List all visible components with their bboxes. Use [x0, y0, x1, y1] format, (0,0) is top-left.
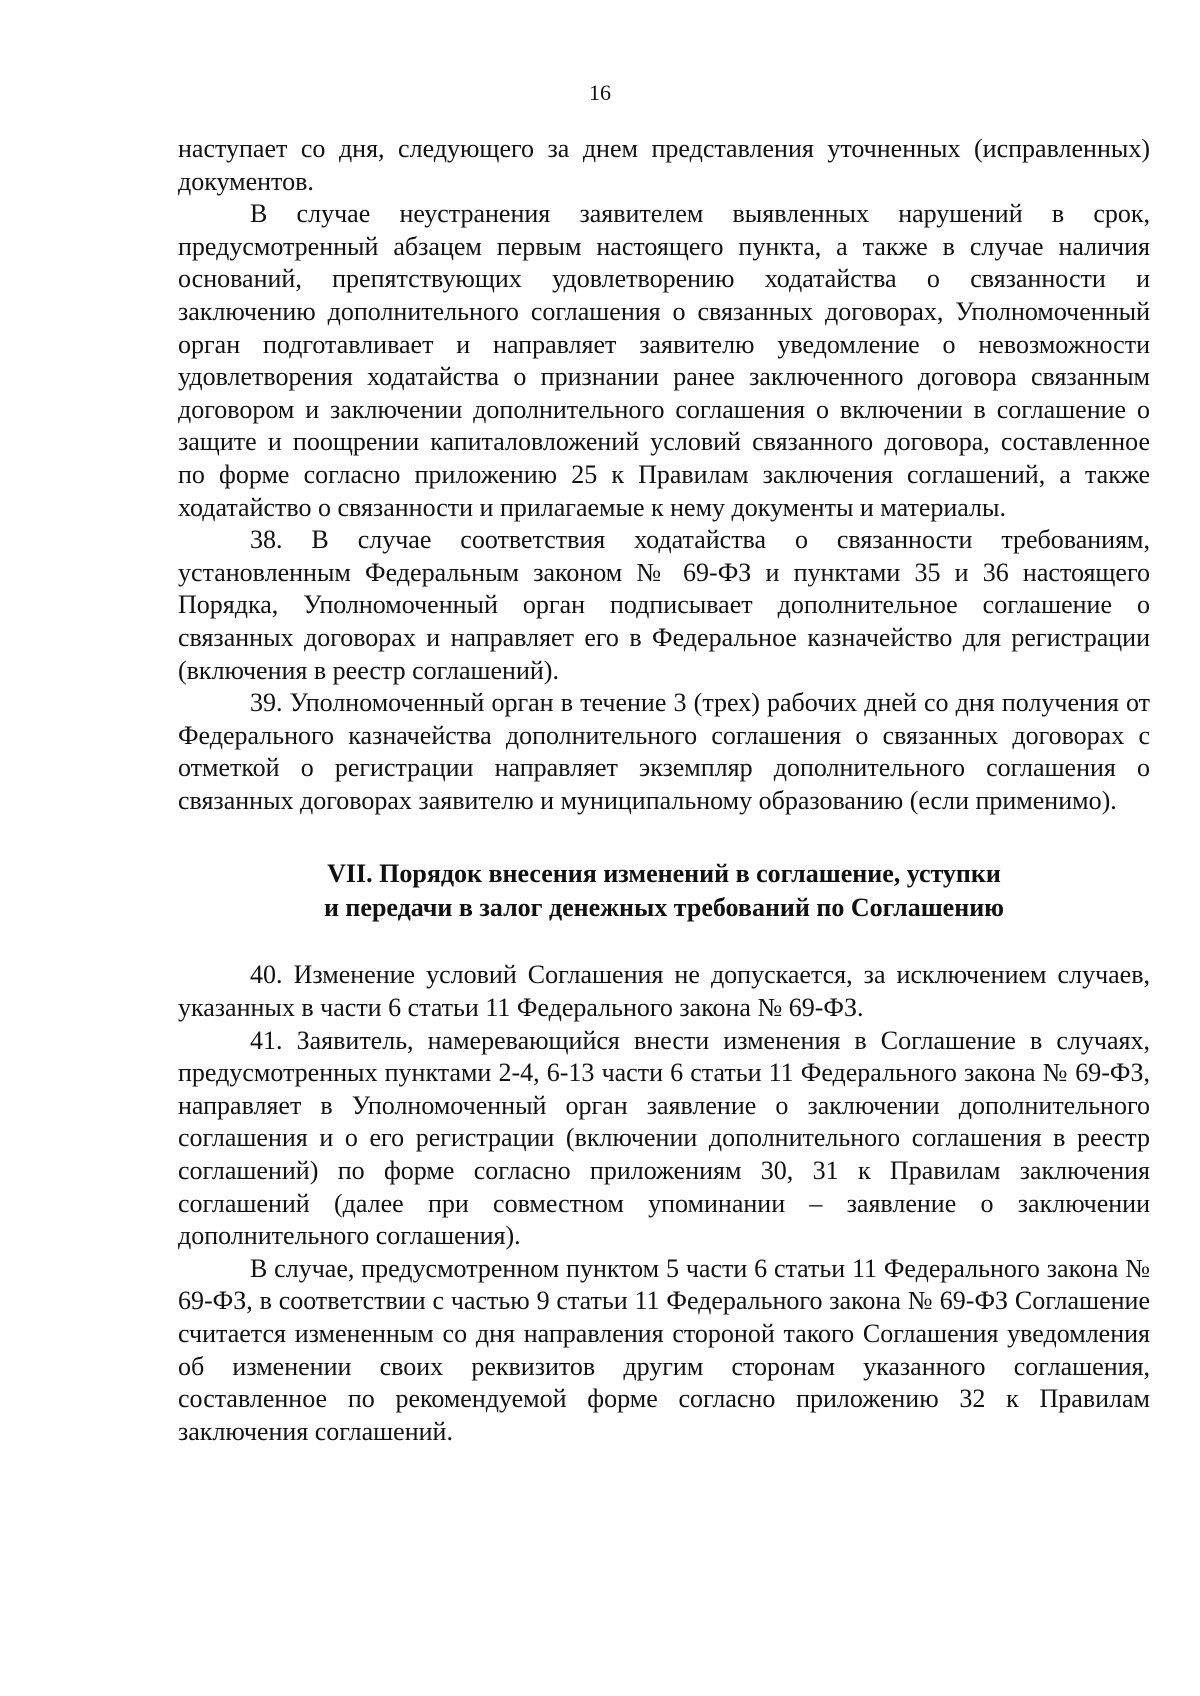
paragraph-41: 41. Заявитель, намеревающийся внести изменения в Соглашение в случаях, предусмотренных пунктами 2-4, 6-13 части 6 статьи 11 Федерального закона № 69-ФЗ, направляет в Уполномоченный орган заявление о заключении дополнительного соглашения и о его регистрации (включении дополнительного соглашения в реестр соглашений) по форме согласно приложениям 30, 31 к Правилам заключения соглашений (далее при совместном упоминании – заявление о заключении дополнительного соглашения). [178, 1025, 1150, 1251]
paragraph-38: 38. В случае соответствия ходатайства о связанности требованиям, установленным Федеральным законом № 69-ФЗ и пунктами 35 и 36 настоящего Порядка, Уполномоченный орган подписывает дополнительное соглашение о связанных договорах и направляет его в Федеральное казначейство для регистрации (включения в реестр соглашений). [178, 525, 1150, 685]
section-heading-vii [178, 857, 1150, 925]
page-number: 16 [589, 80, 611, 105]
paragraph-41-case-5: В случае, предусмотренном пунктом 5 части 6 статьи 11 Федерального закона № 69-ФЗ, в соответствии с частью 9 статьи 11 Федерального закона № 69-ФЗ Соглашение считается измененным со дня направления стороной такого Соглашения уведомления об изменении своих реквизитов другим сторонам указанного соглашения, составленное по рекомендуемой форме согласно приложению 32 к Правилам заключения соглашений. [178, 1253, 1150, 1446]
paragraph-39: 39. Уполномоченный орган в течение 3 (трех) рабочих дней со дня получения от Федерального казначейства дополнительного соглашения о связанных договорах с отметкой о регистрации направляет экземпляр дополнительного соглашения о связанных договорах заявителю и муниципальному образованию (если применимо). [178, 688, 1150, 815]
section-heading-line-1: VII. Порядок внесения изменений в соглашение, уступки [327, 859, 1001, 889]
paragraph-noncorrection: В случае неустранения заявителем выявленных нарушений в срок, предусмотренный абзацем первым настоящего пункта, а также в случае наличия оснований, препятствующих удовлетворению ходатайства о связанности и заключению дополнительного соглашения о связанных договорах, Уполномоченный орган подготавливает и направляет заявителю уведомление о невозможности удовлетворения ходатайства о признании ранее заключенного договора связанным договором и заключении дополнительного соглашения о включении в соглашение о защите и поощрении капиталовложений условий связанного договора, составленное по форме согласно приложению 25 к Правилам заключения соглашений, а также ходатайство о связанности и прилагаемые к нему документы и материалы. [178, 199, 1150, 522]
paragraph-40: 40. Изменение условий Соглашения не допускается, за исключением случаев, указанных в части 6 статьи 11 Федерального закона № 69-ФЗ. [178, 960, 1150, 1023]
section-heading-line-2: и передачи в залог денежных требований по Соглашению [323, 893, 1005, 923]
paragraph-continuation: наступает со дня, следующего за днем представления уточненных (исправленных) документов. [178, 134, 1150, 196]
document-body [178, 133, 1150, 1448]
